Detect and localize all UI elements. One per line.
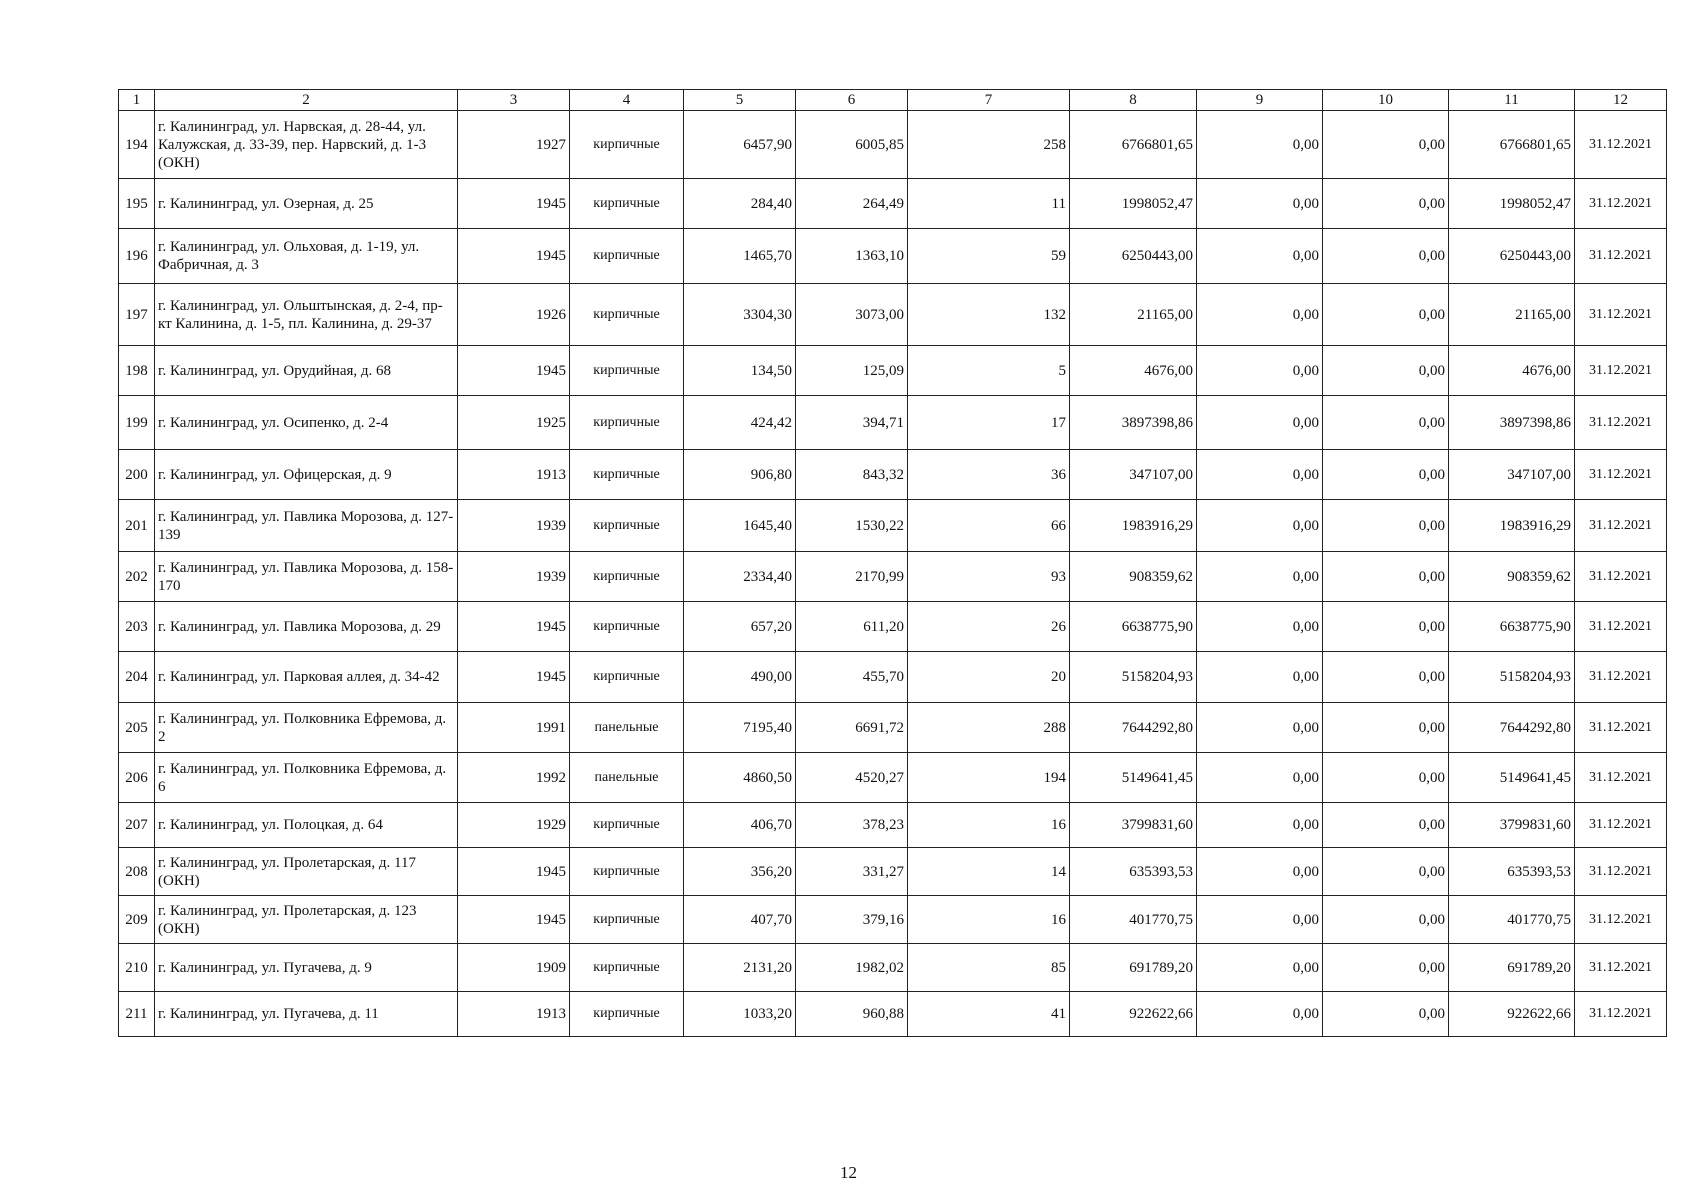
year-cell: 1926: [458, 284, 570, 346]
col10-cell: 0,00: [1323, 803, 1449, 848]
col9-cell: 0,00: [1197, 992, 1323, 1037]
col8-cell: 5158204,93: [1070, 652, 1197, 703]
col7-cell: 26: [908, 602, 1070, 652]
col10-cell: 0,00: [1323, 602, 1449, 652]
address-cell: г. Калининград, ул. Озерная, д. 25: [155, 179, 458, 229]
col9-cell: 0,00: [1197, 396, 1323, 450]
col7-cell: 36: [908, 450, 1070, 500]
material-cell: кирпичные: [570, 602, 684, 652]
col6-cell: 3073,00: [796, 284, 908, 346]
table-row: [119, 602, 1667, 652]
col10-cell: 0,00: [1323, 552, 1449, 602]
address-cell: г. Калининград, ул. Полковника Ефремова, д. 2: [155, 703, 458, 753]
col5-cell: 906,80: [684, 450, 796, 500]
col10-cell: 0,00: [1323, 753, 1449, 803]
col6-cell: 125,09: [796, 346, 908, 396]
col5-cell: 2334,40: [684, 552, 796, 602]
col9-cell: 0,00: [1197, 179, 1323, 229]
row-number: 211: [119, 992, 155, 1037]
address-cell: г. Калининград, ул. Пролетарская, д. 123 (ОКН): [155, 896, 458, 944]
col11-cell: 1983916,29: [1449, 500, 1575, 552]
address-cell: г. Калининград, ул. Павлика Морозова, д. 127-139: [155, 500, 458, 552]
row-number: 201: [119, 500, 155, 552]
col7-cell: 11: [908, 179, 1070, 229]
col9-cell: 0,00: [1197, 111, 1323, 179]
date-cell: 31.12.2021: [1575, 552, 1667, 602]
col6-cell: 6005,85: [796, 111, 908, 179]
address-cell: г. Калининград, ул. Пугачева, д. 11: [155, 992, 458, 1037]
table-row: [119, 896, 1667, 944]
col8-cell: 691789,20: [1070, 944, 1197, 992]
col10-cell: 0,00: [1323, 896, 1449, 944]
material-cell: панельные: [570, 753, 684, 803]
address-cell: г. Калининград, ул. Павлика Морозова, д. 158-170: [155, 552, 458, 602]
column-header-3: 3: [458, 90, 570, 111]
col5-cell: 657,20: [684, 602, 796, 652]
col8-cell: 1983916,29: [1070, 500, 1197, 552]
col6-cell: 331,27: [796, 848, 908, 896]
col8-cell: 6638775,90: [1070, 602, 1197, 652]
year-cell: 1929: [458, 803, 570, 848]
col8-cell: 3897398,86: [1070, 396, 1197, 450]
table-row: [119, 652, 1667, 703]
date-cell: 31.12.2021: [1575, 896, 1667, 944]
col5-cell: 2131,20: [684, 944, 796, 992]
col9-cell: 0,00: [1197, 552, 1323, 602]
date-cell: 31.12.2021: [1575, 652, 1667, 703]
column-header-12: 12: [1575, 90, 1667, 111]
col7-cell: 20: [908, 652, 1070, 703]
col8-cell: 6766801,65: [1070, 111, 1197, 179]
table-row: [119, 552, 1667, 602]
row-number: 205: [119, 703, 155, 753]
table-row: [119, 229, 1667, 284]
col11-cell: 922622,66: [1449, 992, 1575, 1037]
row-number: 203: [119, 602, 155, 652]
table-row: [119, 396, 1667, 450]
col9-cell: 0,00: [1197, 944, 1323, 992]
table-row: [119, 284, 1667, 346]
col7-cell: 59: [908, 229, 1070, 284]
column-header-8: 8: [1070, 90, 1197, 111]
col5-cell: 1033,20: [684, 992, 796, 1037]
col8-cell: 1998052,47: [1070, 179, 1197, 229]
date-cell: 31.12.2021: [1575, 703, 1667, 753]
col11-cell: 908359,62: [1449, 552, 1575, 602]
address-cell: г. Калининград, ул. Ольховая, д. 1-19, ул. Фабричная, д. 3: [155, 229, 458, 284]
table-body: [119, 111, 1667, 1037]
date-cell: 31.12.2021: [1575, 944, 1667, 992]
row-number: 209: [119, 896, 155, 944]
column-header-11: 11: [1449, 90, 1575, 111]
col5-cell: 1465,70: [684, 229, 796, 284]
col11-cell: 3897398,86: [1449, 396, 1575, 450]
year-cell: 1945: [458, 848, 570, 896]
address-cell: г. Калининград, ул. Офицерская, д. 9: [155, 450, 458, 500]
col5-cell: 7195,40: [684, 703, 796, 753]
col11-cell: 3799831,60: [1449, 803, 1575, 848]
row-number: 208: [119, 848, 155, 896]
material-cell: кирпичные: [570, 111, 684, 179]
date-cell: 31.12.2021: [1575, 500, 1667, 552]
col7-cell: 85: [908, 944, 1070, 992]
material-cell: кирпичные: [570, 346, 684, 396]
date-cell: 31.12.2021: [1575, 179, 1667, 229]
row-number: 198: [119, 346, 155, 396]
table-row: [119, 111, 1667, 179]
year-cell: 1913: [458, 992, 570, 1037]
col5-cell: 284,40: [684, 179, 796, 229]
material-cell: кирпичные: [570, 848, 684, 896]
col9-cell: 0,00: [1197, 753, 1323, 803]
year-cell: 1991: [458, 703, 570, 753]
col8-cell: 908359,62: [1070, 552, 1197, 602]
col11-cell: 6250443,00: [1449, 229, 1575, 284]
table-row: [119, 803, 1667, 848]
table-row: [119, 703, 1667, 753]
material-cell: кирпичные: [570, 229, 684, 284]
col7-cell: 66: [908, 500, 1070, 552]
year-cell: 1945: [458, 602, 570, 652]
col8-cell: 922622,66: [1070, 992, 1197, 1037]
table-header: [119, 90, 1667, 111]
row-number: 207: [119, 803, 155, 848]
material-cell: кирпичные: [570, 284, 684, 346]
col10-cell: 0,00: [1323, 229, 1449, 284]
col9-cell: 0,00: [1197, 848, 1323, 896]
col9-cell: 0,00: [1197, 450, 1323, 500]
table-row: [119, 848, 1667, 896]
col10-cell: 0,00: [1323, 179, 1449, 229]
col10-cell: 0,00: [1323, 111, 1449, 179]
col11-cell: 5158204,93: [1449, 652, 1575, 703]
date-cell: 31.12.2021: [1575, 450, 1667, 500]
col10-cell: 0,00: [1323, 346, 1449, 396]
col5-cell: 3304,30: [684, 284, 796, 346]
col7-cell: 288: [908, 703, 1070, 753]
address-cell: г. Калининград, ул. Полоцкая, д. 64: [155, 803, 458, 848]
col11-cell: 6766801,65: [1449, 111, 1575, 179]
address-cell: г. Калининград, ул. Нарвская, д. 28-44, ул. Калужская, д. 33-39, пер. Нарвский, д. 1-3 (ОКН): [155, 111, 458, 179]
year-cell: 1945: [458, 179, 570, 229]
col6-cell: 1530,22: [796, 500, 908, 552]
col11-cell: 21165,00: [1449, 284, 1575, 346]
col7-cell: 16: [908, 896, 1070, 944]
row-number: 204: [119, 652, 155, 703]
col6-cell: 843,32: [796, 450, 908, 500]
col11-cell: 6638775,90: [1449, 602, 1575, 652]
col8-cell: 4676,00: [1070, 346, 1197, 396]
col6-cell: 378,23: [796, 803, 908, 848]
col5-cell: 407,70: [684, 896, 796, 944]
address-cell: г. Калининград, ул. Парковая аллея, д. 34-42: [155, 652, 458, 703]
col7-cell: 194: [908, 753, 1070, 803]
col11-cell: 691789,20: [1449, 944, 1575, 992]
col6-cell: 455,70: [796, 652, 908, 703]
material-cell: кирпичные: [570, 896, 684, 944]
col5-cell: 1645,40: [684, 500, 796, 552]
col7-cell: 93: [908, 552, 1070, 602]
material-cell: кирпичные: [570, 944, 684, 992]
col10-cell: 0,00: [1323, 703, 1449, 753]
material-cell: кирпичные: [570, 552, 684, 602]
col8-cell: 401770,75: [1070, 896, 1197, 944]
col9-cell: 0,00: [1197, 346, 1323, 396]
col11-cell: 1998052,47: [1449, 179, 1575, 229]
col5-cell: 424,42: [684, 396, 796, 450]
table-row: [119, 500, 1667, 552]
col5-cell: 406,70: [684, 803, 796, 848]
col9-cell: 0,00: [1197, 803, 1323, 848]
material-cell: кирпичные: [570, 500, 684, 552]
col8-cell: 5149641,45: [1070, 753, 1197, 803]
col11-cell: 7644292,80: [1449, 703, 1575, 753]
table-row: [119, 450, 1667, 500]
col6-cell: 394,71: [796, 396, 908, 450]
address-cell: г. Калининград, ул. Павлика Морозова, д. 29: [155, 602, 458, 652]
col11-cell: 5149641,45: [1449, 753, 1575, 803]
material-cell: кирпичные: [570, 179, 684, 229]
col11-cell: 635393,53: [1449, 848, 1575, 896]
col7-cell: 258: [908, 111, 1070, 179]
row-number: 195: [119, 179, 155, 229]
col6-cell: 6691,72: [796, 703, 908, 753]
col9-cell: 0,00: [1197, 652, 1323, 703]
column-header-10: 10: [1323, 90, 1449, 111]
col6-cell: 2170,99: [796, 552, 908, 602]
col6-cell: 611,20: [796, 602, 908, 652]
column-header-1: 1: [119, 90, 155, 111]
col6-cell: 960,88: [796, 992, 908, 1037]
year-cell: 1925: [458, 396, 570, 450]
column-header-9: 9: [1197, 90, 1323, 111]
col9-cell: 0,00: [1197, 896, 1323, 944]
date-cell: 31.12.2021: [1575, 111, 1667, 179]
year-cell: 1992: [458, 753, 570, 803]
col5-cell: 6457,90: [684, 111, 796, 179]
address-cell: г. Калининград, ул. Орудийная, д. 68: [155, 346, 458, 396]
col6-cell: 4520,27: [796, 753, 908, 803]
column-header-7: 7: [908, 90, 1070, 111]
col9-cell: 0,00: [1197, 500, 1323, 552]
address-cell: г. Калининград, ул. Ольштынская, д. 2-4, пр-кт Калинина, д. 1-5, пл. Калинина, д. 29-37: [155, 284, 458, 346]
col6-cell: 264,49: [796, 179, 908, 229]
row-number: 202: [119, 552, 155, 602]
material-cell: панельные: [570, 703, 684, 753]
col5-cell: 490,00: [684, 652, 796, 703]
row-number: 200: [119, 450, 155, 500]
date-cell: 31.12.2021: [1575, 992, 1667, 1037]
col7-cell: 16: [908, 803, 1070, 848]
material-cell: кирпичные: [570, 652, 684, 703]
row-number: 194: [119, 111, 155, 179]
col11-cell: 401770,75: [1449, 896, 1575, 944]
address-cell: г. Калининград, ул. Пугачева, д. 9: [155, 944, 458, 992]
row-number: 210: [119, 944, 155, 992]
date-cell: 31.12.2021: [1575, 284, 1667, 346]
date-cell: 31.12.2021: [1575, 396, 1667, 450]
material-cell: кирпичные: [570, 803, 684, 848]
year-cell: 1945: [458, 229, 570, 284]
col10-cell: 0,00: [1323, 652, 1449, 703]
col10-cell: 0,00: [1323, 992, 1449, 1037]
header-row: [119, 90, 1667, 111]
date-cell: 31.12.2021: [1575, 848, 1667, 896]
col7-cell: 132: [908, 284, 1070, 346]
material-cell: кирпичные: [570, 450, 684, 500]
material-cell: кирпичные: [570, 396, 684, 450]
col5-cell: 4860,50: [684, 753, 796, 803]
col9-cell: 0,00: [1197, 703, 1323, 753]
row-number: 197: [119, 284, 155, 346]
col11-cell: 347107,00: [1449, 450, 1575, 500]
year-cell: 1945: [458, 896, 570, 944]
col6-cell: 1363,10: [796, 229, 908, 284]
col6-cell: 1982,02: [796, 944, 908, 992]
material-cell: кирпичные: [570, 992, 684, 1037]
column-header-4: 4: [570, 90, 684, 111]
col9-cell: 0,00: [1197, 229, 1323, 284]
col6-cell: 379,16: [796, 896, 908, 944]
row-number: 206: [119, 753, 155, 803]
page-number: 12: [840, 1163, 857, 1182]
address-cell: г. Калининград, ул. Осипенко, д. 2-4: [155, 396, 458, 450]
col7-cell: 41: [908, 992, 1070, 1037]
col11-cell: 4676,00: [1449, 346, 1575, 396]
col8-cell: 21165,00: [1070, 284, 1197, 346]
row-number: 196: [119, 229, 155, 284]
col9-cell: 0,00: [1197, 284, 1323, 346]
col7-cell: 14: [908, 848, 1070, 896]
col9-cell: 0,00: [1197, 602, 1323, 652]
col5-cell: 134,50: [684, 346, 796, 396]
col8-cell: 7644292,80: [1070, 703, 1197, 753]
table-row: [119, 753, 1667, 803]
date-cell: 31.12.2021: [1575, 753, 1667, 803]
date-cell: 31.12.2021: [1575, 346, 1667, 396]
col10-cell: 0,00: [1323, 284, 1449, 346]
column-header-5: 5: [684, 90, 796, 111]
date-cell: 31.12.2021: [1575, 229, 1667, 284]
date-cell: 31.12.2021: [1575, 803, 1667, 848]
year-cell: 1909: [458, 944, 570, 992]
col8-cell: 6250443,00: [1070, 229, 1197, 284]
col10-cell: 0,00: [1323, 848, 1449, 896]
col10-cell: 0,00: [1323, 450, 1449, 500]
col10-cell: 0,00: [1323, 500, 1449, 552]
year-cell: 1939: [458, 500, 570, 552]
year-cell: 1939: [458, 552, 570, 602]
row-number: 199: [119, 396, 155, 450]
table-row: [119, 179, 1667, 229]
year-cell: 1945: [458, 346, 570, 396]
column-header-6: 6: [796, 90, 908, 111]
col5-cell: 356,20: [684, 848, 796, 896]
address-cell: г. Калининград, ул. Полковника Ефремова, д. 6: [155, 753, 458, 803]
col10-cell: 0,00: [1323, 396, 1449, 450]
col10-cell: 0,00: [1323, 944, 1449, 992]
date-cell: 31.12.2021: [1575, 602, 1667, 652]
year-cell: 1945: [458, 652, 570, 703]
table-row: [119, 346, 1667, 396]
column-header-2: 2: [155, 90, 458, 111]
address-cell: г. Калининград, ул. Пролетарская, д. 117 (ОКН): [155, 848, 458, 896]
buildings-table: [118, 89, 1667, 1037]
table-row: [119, 944, 1667, 992]
col7-cell: 5: [908, 346, 1070, 396]
col8-cell: 635393,53: [1070, 848, 1197, 896]
year-cell: 1913: [458, 450, 570, 500]
col7-cell: 17: [908, 396, 1070, 450]
col8-cell: 347107,00: [1070, 450, 1197, 500]
table-row: [119, 992, 1667, 1037]
col8-cell: 3799831,60: [1070, 803, 1197, 848]
year-cell: 1927: [458, 111, 570, 179]
